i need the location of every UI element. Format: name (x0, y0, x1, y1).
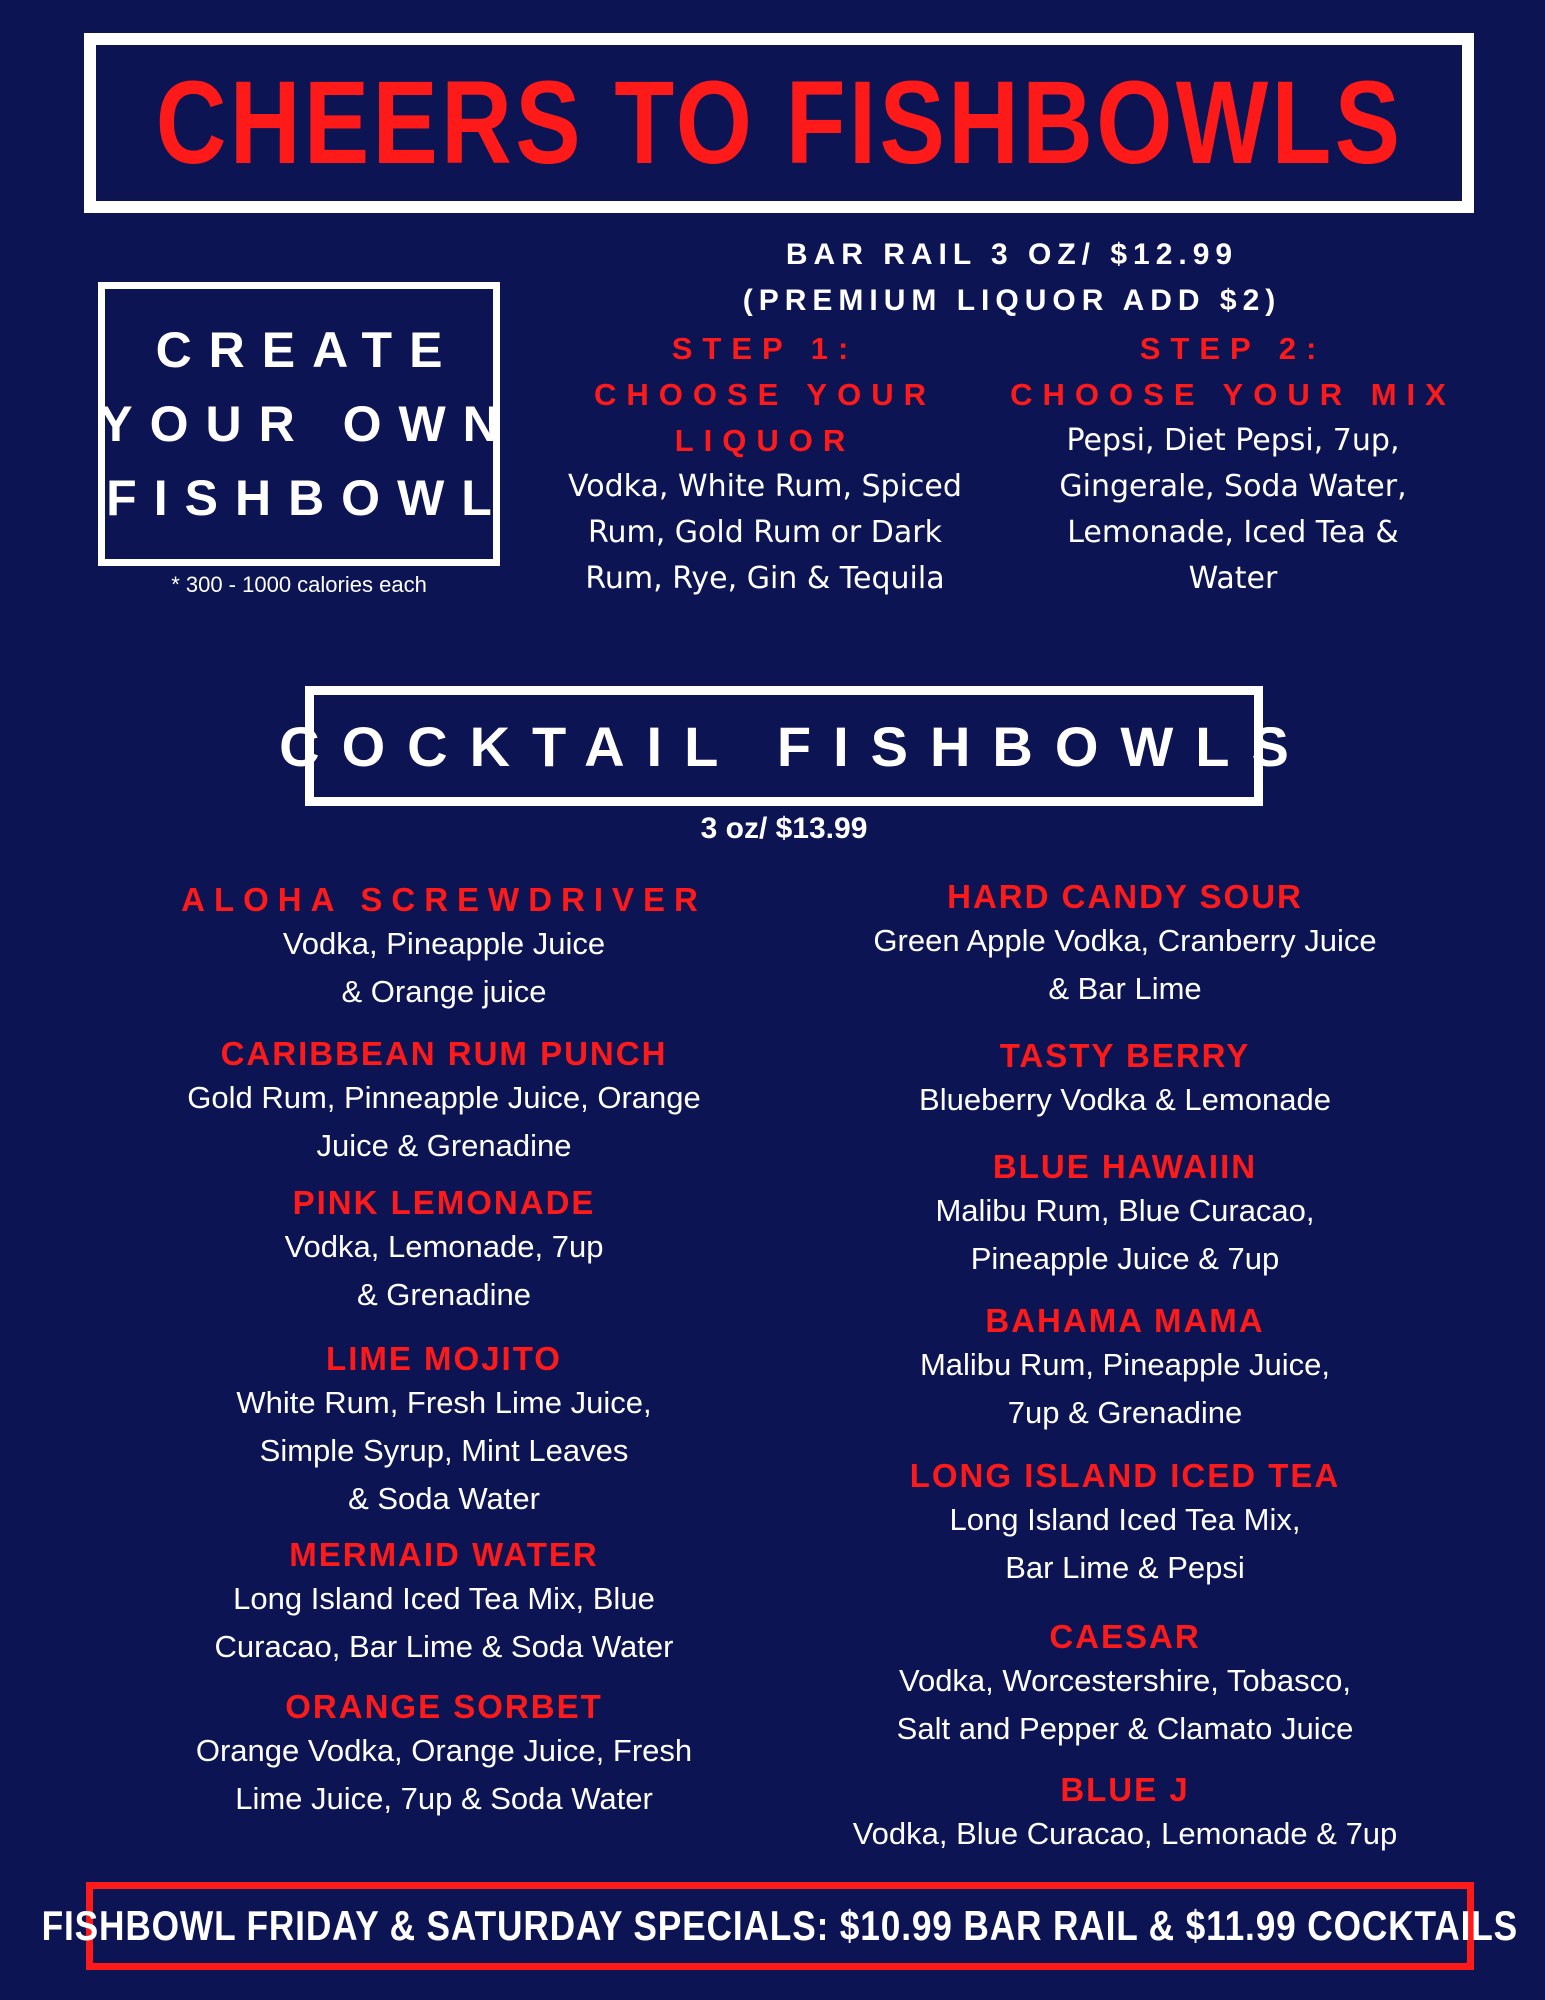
drink-desc: & Orange juice (341, 974, 547, 1009)
drink-desc: Green Apple Vodka, Cranberry Juice (873, 923, 1377, 958)
drink-item (810, 1147, 1440, 1283)
drink-item (810, 877, 1440, 1013)
step1-heading-line: CHOOSE YOUR (594, 377, 936, 412)
drink-name: ALOHA SCREWDRIVER (181, 881, 707, 918)
drink-item (130, 1034, 758, 1170)
drink-desc: Salt and Pepper & Clamato Juice (896, 1711, 1354, 1746)
cocktail-heading-box (279, 686, 1311, 806)
drink-item (130, 1339, 758, 1523)
step1-section (528, 326, 1002, 602)
drink-name: PINK LEMONADE (292, 1184, 596, 1221)
step2-body-line: Water (1188, 561, 1278, 596)
step2-section (996, 326, 1470, 602)
drink-desc: Vodka, Worcestershire, Tobasco, (898, 1663, 1352, 1698)
drink-desc: & Grenadine (356, 1277, 532, 1312)
drink-desc: White Rum, Fresh Lime Juice, (236, 1385, 652, 1420)
drink-name: ORANGE SORBET (285, 1688, 603, 1725)
drink-desc: Gold Rum, Pinneapple Juice, Orange (187, 1080, 701, 1115)
step2-heading-line: CHOOSE YOUR MIX (1010, 377, 1456, 412)
drink-item (130, 880, 758, 1016)
step1-body-line: Vodka, White Rum, Spiced (568, 469, 962, 504)
premium-liquor-note: (PREMIUM LIQUOR ADD $2) (742, 284, 1282, 317)
page-title: CHEERS TO FISHBOWLS (155, 57, 1403, 189)
drink-desc: Orange Vodka, Orange Juice, Fresh (195, 1733, 693, 1768)
drink-desc: Pineapple Juice & 7up (970, 1241, 1280, 1276)
step2-body-line: Gingerale, Soda Water, (1059, 469, 1407, 504)
step1-body-line: Rum, Rye, Gin & Tequila (585, 561, 945, 596)
create-own-line: FISHBOWL (106, 470, 509, 526)
specials-banner (41, 1882, 1519, 1970)
drink-desc: Juice & Grenadine (316, 1128, 572, 1163)
drink-desc: & Bar Lime (1048, 971, 1202, 1006)
create-own-line: CREATE (155, 322, 460, 378)
create-own-line: YOUR OWN (99, 396, 516, 452)
drink-desc: Malibu Rum, Pineapple Juice, (919, 1347, 1331, 1382)
step2-heading-line: STEP 2: (1139, 331, 1327, 366)
specials-text: FISHBOWL FRIDAY & SATURDAY SPECIALS: $10.99 BAR RAIL & $11.99 COCKTAILS (41, 1902, 1519, 1949)
drink-desc: Vodka, Lemonade, 7up (284, 1229, 604, 1264)
drink-desc: Lime Juice, 7up & Soda Water (235, 1781, 653, 1816)
drink-name: BAHAMA MAMA (985, 1302, 1265, 1339)
drink-name: CAESAR (1049, 1618, 1201, 1655)
drink-name: HARD CANDY SOUR (947, 878, 1303, 915)
drink-desc: Malibu Rum, Blue Curacao, (935, 1193, 1315, 1228)
drink-desc: Simple Syrup, Mint Leaves (259, 1433, 629, 1468)
drink-item (130, 1535, 758, 1671)
step1-body-line: Rum, Gold Rum or Dark (587, 515, 942, 550)
drink-desc: Curacao, Bar Lime & Soda Water (214, 1629, 674, 1664)
bar-rail-price: BAR RAIL 3 OZ/ $12.99 (785, 238, 1239, 271)
drink-item (810, 1770, 1440, 1858)
step1-heading-line: STEP 1: (671, 331, 859, 366)
step2-body-line: Lemonade, Iced Tea & (1067, 515, 1399, 550)
drink-desc: Bar Lime & Pepsi (1005, 1550, 1245, 1585)
cocktail-heading: COCKTAIL FISHBOWLS (279, 714, 1311, 778)
drink-item (130, 1183, 758, 1319)
step2-body-line: Pepsi, Diet Pepsi, 7up, (1066, 423, 1400, 458)
drink-desc: Long Island Iced Tea Mix, (949, 1502, 1301, 1537)
drink-desc: Vodka, Blue Curacao, Lemonade & 7up (852, 1816, 1398, 1851)
drink-name: BLUE J (1060, 1771, 1190, 1808)
drink-desc: Vodka, Pineapple Juice (282, 926, 606, 961)
drink-item (810, 1036, 1440, 1124)
create-own-box (98, 282, 516, 566)
cocktail-price: 3 oz/ $13.99 (700, 812, 868, 845)
drink-item (810, 1456, 1440, 1592)
drink-name: MERMAID WATER (289, 1536, 599, 1573)
drink-desc: Long Island Iced Tea Mix, Blue (233, 1581, 655, 1616)
drink-name: CARIBBEAN RUM PUNCH (220, 1035, 668, 1072)
title-box (84, 33, 1474, 213)
drink-name: BLUE HAWAIIN (992, 1148, 1258, 1185)
drink-name: LONG ISLAND ICED TEA (909, 1457, 1341, 1494)
drink-item (810, 1301, 1440, 1437)
drink-desc: 7up & Grenadine (1007, 1395, 1243, 1430)
drink-desc: Blueberry Vodka & Lemonade (919, 1082, 1331, 1117)
drink-name: LIME MOJITO (326, 1340, 562, 1377)
calorie-note: * 300 - 1000 calories each (171, 572, 427, 597)
drink-desc: & Soda Water (348, 1481, 540, 1516)
drink-item (130, 1687, 758, 1823)
step1-heading-line: LIQUOR (674, 423, 856, 458)
drink-item (810, 1617, 1440, 1753)
drink-name: TASTY BERRY (999, 1037, 1251, 1074)
